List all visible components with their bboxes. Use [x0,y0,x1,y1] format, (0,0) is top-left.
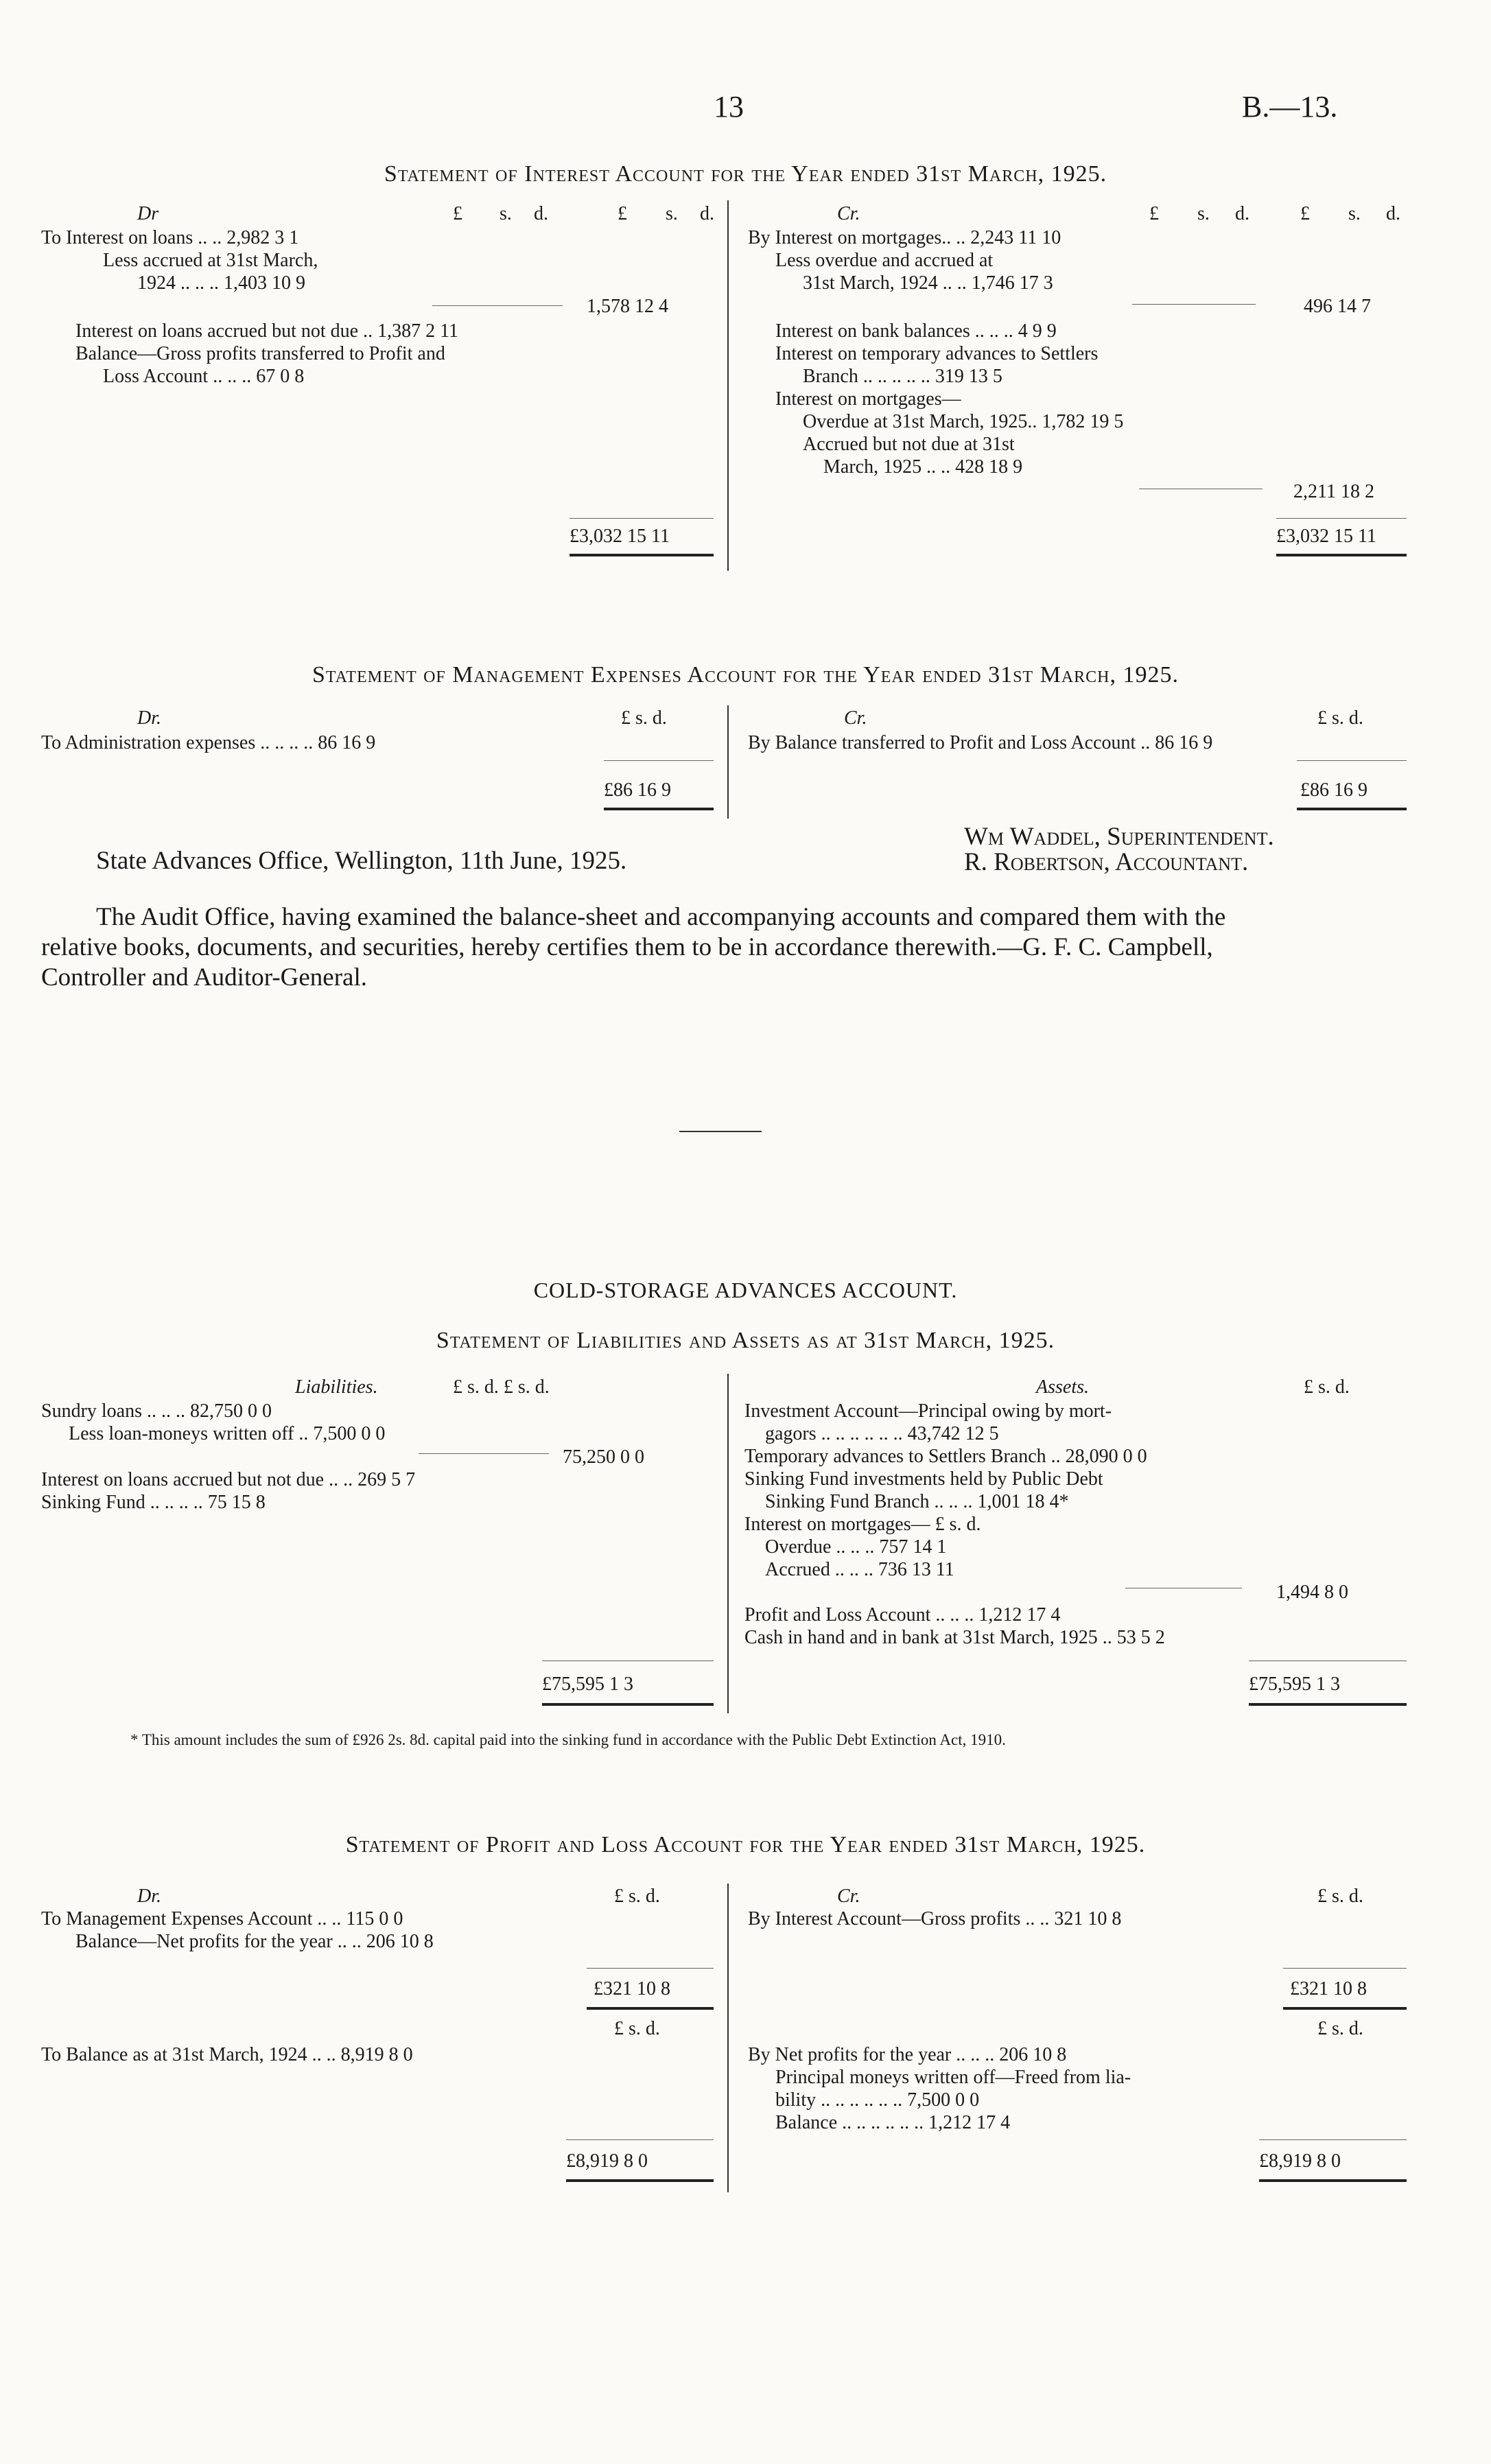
double-rule [604,808,714,810]
column-divider [727,705,729,819]
interest-cr-col-s: s. [1197,203,1210,224]
double-rule [570,554,714,556]
interest-cr-line: Accrued but not due at 31st [803,434,1015,455]
pl-cr-line-2: By Net profits for the year .. .. .. 206 10 8 [748,2044,1067,2065]
assets-cols: £ s. d. [1304,1376,1350,1398]
interest-cr-line: 2,211 18 2 [1293,481,1374,502]
interest-title: Statement of Interest Account for the Year ended 31st March, 1925. [384,161,1107,187]
rule [1259,2139,1407,2140]
interest-dr-line: Interest on loans accrued but not due .. 1,387 2 11 [75,320,459,342]
accountant-signature: R. Robertson, Accountant. [964,848,1249,876]
interest-cr-line: 31st March, 1924 .. .. 1,746 17 3 [803,272,1053,294]
pl-dr-cols-2: £ s. d. [614,2018,660,2039]
assets-line: Sinking Fund Branch .. .. .. 1,001 18 4* [765,1491,1069,1512]
rule [1276,518,1407,519]
interest-cr-line: Interest on temporary advances to Settlers [775,343,1099,364]
pl-dr-line-2: To Balance as at 31st March, 1924 .. .. 8,919 8 0 [41,2044,413,2065]
column-divider [727,1374,729,1713]
double-rule [1259,2179,1407,2182]
double-rule [566,2179,714,2182]
audit-line: Controller and Auditor-General. [41,963,367,992]
assets-line: Overdue .. .. .. 757 14 1 [765,1536,947,1558]
pl-dr-label: Dr. [137,1886,162,1907]
double-rule [1283,2007,1407,2010]
doc-reference: B.—13. [1242,90,1338,124]
rule [432,305,563,306]
interest-cr-col-l: £ [1149,203,1159,224]
assets-label: Assets. [1036,1376,1089,1398]
assets-line: Sinking Fund investments held by Public Debt [744,1468,1103,1490]
management-dr-cols: £ s. d. [621,707,667,729]
interest-dr-col-d: d. [534,203,548,224]
profit-loss-title: Statement of Profit and Loss Account for the Year ended 31st March, 1925. [345,1832,1146,1857]
interest-cr-line: By Interest on mortgages.. .. 2,243 11 10 [748,227,1061,248]
double-rule [542,1703,714,1706]
management-cr-label: Cr. [844,707,867,729]
interest-dr-col-s: s. [500,203,512,224]
interest-cr-line: 496 14 7 [1304,296,1371,317]
interest-dr-line: 1,578 12 4 [587,296,668,317]
pl-cr-line-2: Balance .. .. .. .. .. .. 1,212 17 4 [775,2112,1011,2133]
management-dr-line: To Administration expenses .. .. .. .. 86 16 9 [41,732,376,753]
liabilities-line: Sundry loans .. .. .. 82,750 0 0 [41,1400,272,1422]
rule [419,1453,549,1454]
pl-cr-line-2: Principal moneys written off—Freed from lia- [775,2067,1131,2088]
interest-cr-line: Interest on mortgages— [775,388,961,410]
assets-line: Interest on mortgages— £ s. d. [744,1514,981,1535]
liabilities-line: 75,250 0 0 [563,1446,644,1468]
assets-line: 1,494 8 0 [1276,1582,1348,1603]
pl-dr-cols: £ s. d. [614,1886,660,1907]
management-dr-total: £86 16 9 [604,779,671,801]
rule [570,518,714,519]
section-separator [679,1131,762,1132]
pl-cr-line-2: bility .. .. .. .. .. .. 7,500 0 0 [775,2089,980,2111]
interest-cr-line: Overdue at 31st March, 1925.. 1,782 19 5 [803,411,1124,432]
column-divider [727,1884,729,2192]
rule [1283,1968,1407,1969]
page-number: 13 [714,90,744,124]
pl-dr-line: Balance—Net profits for the year .. .. 206 10 8 [75,1931,434,1952]
pl-cr-cols-2: £ s. d. [1317,2018,1363,2039]
interest-cr-label: Cr. [837,203,860,224]
interest-dr-line: Balance—Gross profits transferred to Profit and [75,343,445,364]
pl-cr-cols: £ s. d. [1317,1886,1363,1907]
rule [604,760,714,761]
interest-cr-col-d: d. [1235,203,1249,224]
interest-cr-line: March, 1925 .. .. 428 18 9 [823,456,1023,478]
rule [1132,304,1256,305]
interest-dr-col-d2: d. [700,203,714,224]
assets-total: £75,595 1 3 [1249,1674,1340,1695]
management-cr-cols: £ s. d. [1317,707,1363,729]
superintendent-signature: Wm Waddel, Superintendent. [964,823,1274,851]
pl-cr-line: By Interest Account—Gross profits .. .. 321 10 8 [748,1908,1122,1929]
interest-dr-total: £3,032 15 11 [570,526,670,547]
liabilities-line: Less loan-moneys written off .. 7,500 0 0 [69,1423,386,1444]
pl-cr-total: £8,919 8 0 [1259,2150,1341,2172]
interest-dr-line: Less accrued at 31st March, [103,250,318,271]
audit-line: relative books, documents, and securities, hereby certifies them to be in accordance therewith.—G. F. C. Campbell, [41,933,1213,961]
assets-line: Investment Account—Principal owing by mort- [744,1400,1112,1422]
rule [566,2139,714,2140]
interest-dr-line: Loss Account .. .. .. 67 0 8 [103,366,305,387]
pl-dr-subtotal: £321 10 8 [594,1978,670,1999]
pl-cr-label: Cr. [837,1886,860,1907]
double-rule [1297,808,1407,810]
management-title: Statement of Management Expenses Account for the Year ended 31st March, 1925. [312,662,1179,688]
assets-line: Accrued .. .. .. 736 13 11 [765,1559,954,1580]
double-rule [1249,1703,1407,1706]
interest-dr-label: Dr [137,203,159,224]
cold-storage-title: Statement of Liabilities and Assets as at 31st March, 1925. [436,1328,1055,1353]
interest-cr-line: Less overdue and accrued at [775,250,994,271]
interest-dr-col-s2: s. [666,203,678,224]
interest-dr-col-l: £ [453,203,462,224]
interest-cr-col-l2: £ [1300,203,1310,224]
liabilities-cols: £ s. d. £ s. d. [453,1376,550,1398]
pl-cr-subtotal: £321 10 8 [1290,1978,1367,1999]
interest-cr-col-s2: s. [1348,203,1361,224]
interest-dr-line: 1924 .. .. .. 1,403 10 9 [137,272,305,294]
interest-cr-line: Interest on bank balances .. .. .. 4 9 9 [775,320,1057,342]
office-date-line: State Advances Office, Wellington, 11th June, 1925. [96,847,627,875]
cold-storage-heading: COLD-STORAGE ADVANCES ACCOUNT. [533,1278,958,1302]
double-rule [1276,554,1407,556]
management-cr-total: £86 16 9 [1300,779,1367,801]
assets-line: gagors .. .. .. .. .. .. 43,742 12 5 [765,1423,999,1444]
interest-cr-col-d2: d. [1386,203,1400,224]
pl-dr-total: £8,919 8 0 [566,2150,648,2172]
assets-line: Cash in hand and in bank at 31st March, 1925 .. 53 5 2 [744,1627,1165,1648]
interest-dr-col-l2: £ [618,203,627,224]
audit-line: The Audit Office, having examined the balance-sheet and accompanying accounts and compared them with the [96,903,1226,931]
rule [1297,760,1407,761]
liabilities-total: £75,595 1 3 [542,1674,633,1695]
management-cr-line: By Balance transferred to Profit and Loss Account .. 86 16 9 [748,732,1213,753]
pl-dr-line: To Management Expenses Account .. .. 115 0 0 [41,1908,403,1929]
liabilities-line: Interest on loans accrued but not due .. .. 269 5 7 [41,1469,416,1490]
liabilities-line: Sinking Fund .. .. .. .. 75 15 8 [41,1492,266,1513]
double-rule [587,2007,714,2010]
assets-line: Profit and Loss Account .. .. .. 1,212 17 4 [744,1604,1061,1626]
rule [587,1968,714,1969]
assets-line: Temporary advances to Settlers Branch .. 28,090 0 0 [744,1446,1147,1467]
liabilities-label: Liabilities. [295,1376,378,1398]
interest-dr-line: To Interest on loans .. .. 2,982 3 1 [41,227,299,248]
column-divider [727,200,729,571]
footnote: * This amount includes the sum of £926 2s. 8d. capital paid into the sinking fund in accordance with the Public Debt Extinction Act, 1910. [130,1731,1006,1748]
management-dr-label: Dr. [137,707,162,729]
interest-cr-line: Branch .. .. .. .. .. 319 13 5 [803,366,1002,387]
interest-cr-total: £3,032 15 11 [1276,526,1376,547]
